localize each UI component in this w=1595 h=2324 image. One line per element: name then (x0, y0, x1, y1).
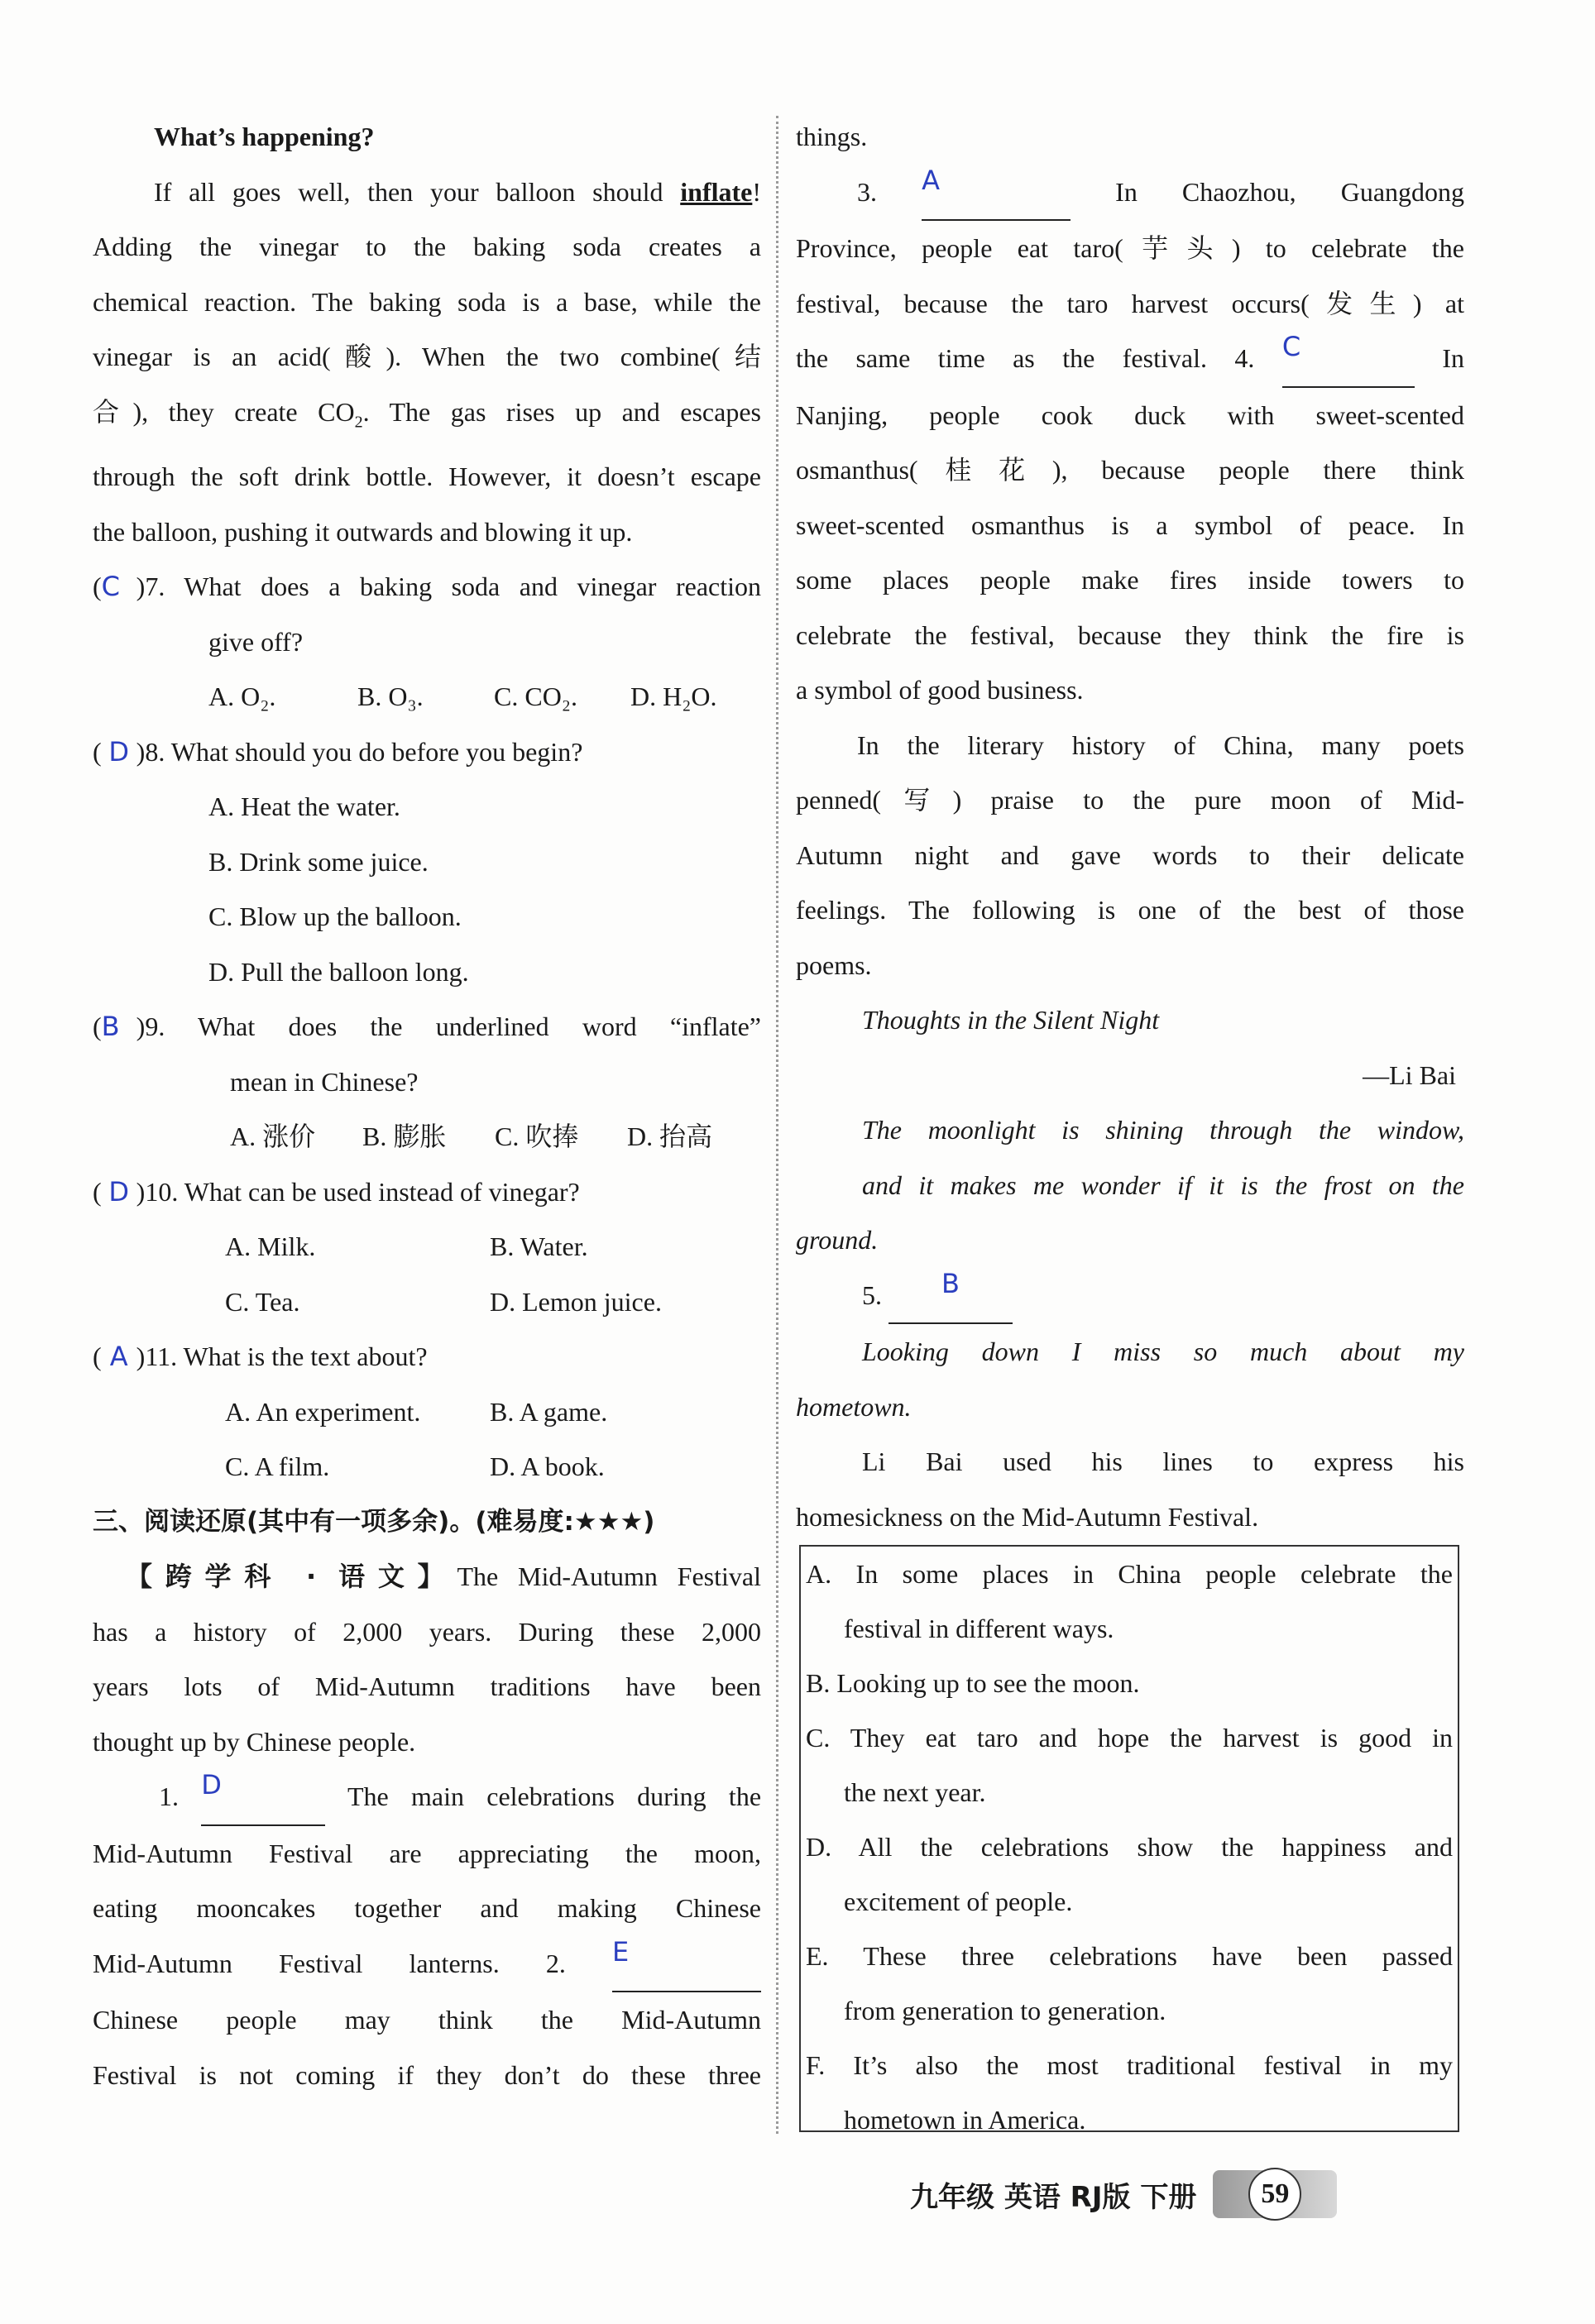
text-line: celebrate the festival, because they think the fire is (796, 619, 1464, 650)
answer-blank-1: D (201, 1769, 325, 1826)
box-option-d: D. All the celebrations show the happiness and (806, 1832, 1453, 1862)
box-option-f-cont: hometown in America. (844, 2105, 1086, 2135)
text-line: 1. D The main celebrations during the (93, 1769, 761, 1826)
text-line: homesickness on the Mid-Autumn Festival. (796, 1501, 1259, 1532)
section-heading: What’s happening? (154, 122, 375, 151)
text-line: sweet-scented osmanthus is a symbol of peace. In (796, 509, 1464, 540)
text-line: festival, because the taro harvest occurs(发生) at (796, 288, 1464, 318)
answer-blank-3: A (922, 165, 1071, 222)
book-label: 九年级 英语 RJ版 下册 (910, 2180, 1197, 2214)
text-line: poems. (796, 949, 872, 980)
poem-line: ground. (796, 1225, 879, 1255)
text-line: years lots of Mid-Autumn traditions have been (93, 1671, 761, 1702)
text-line: has a history of 2,000 years. During these 2,000 (93, 1616, 761, 1647)
page-number: 59 (1248, 2168, 1301, 2221)
text-line: osmanthus(桂花), because people there think (796, 455, 1464, 485)
text-line: some places people make fires inside towers to (796, 565, 1464, 595)
options-row: C. Tea. D. Lemon juice. (225, 1286, 662, 1317)
text-line: a symbol of good business. (796, 675, 1084, 705)
text-line: 3. A In Chaozhou, Guangdong (796, 165, 1464, 222)
text-line: vinegar is an acid(酸). When the two combine(结 (93, 342, 761, 371)
option: B. Drink some juice. (208, 846, 429, 877)
box-option-e-cont: from generation to generation. (844, 1996, 1166, 2025)
question-10: ( D )10. What can be used instead of vinegar? (93, 1164, 761, 1220)
inflate-word: inflate (680, 176, 753, 207)
options-row: A. O₂. B. O₃. C. CO₂. D. H₂O. (208, 681, 717, 712)
options-row: A. An experiment. B. A game. (225, 1396, 608, 1427)
poem-line: The moonlight is shining through the window, (862, 1115, 1464, 1145)
question-text: give off? (208, 626, 304, 657)
option: C. Blow up the balloon. (208, 901, 462, 932)
text-line: 5. B (796, 1268, 1464, 1325)
section-title: 三、阅读还原(其中有一项多余)。(难易度:★★★) (93, 1506, 655, 1537)
page-number-badge (1213, 2170, 1337, 2218)
box-option-b: B. Looking up to see the moon. (806, 1668, 1140, 1698)
box-option-e: E. These three celebrations have been passed (806, 1941, 1453, 1971)
text-line: thought up by Chinese people. (93, 1726, 416, 1757)
poem-author: —Li Bai (1363, 1059, 1456, 1090)
text-line: Province, people eat taro(芋头) to celebrate the (796, 233, 1464, 263)
text-line: Mid-Autumn Festival lanterns. 2. E (93, 1936, 761, 1993)
box-option-a: A. In some places in China people celebrate the (806, 1559, 1453, 1589)
box-option-f: F. It’s also the most traditional festival in my (806, 2050, 1453, 2080)
text-line: Chinese people may think the Mid-Autumn (93, 2005, 761, 2035)
left-column (93, 109, 761, 2102)
text-line: things. (796, 122, 868, 151)
option: D. Pull the balloon long. (208, 956, 469, 987)
box-option-c: C. They eat taro and hope the harvest is good in (806, 1723, 1453, 1753)
right-column (796, 109, 1464, 1544)
page-footer (910, 2170, 1337, 2218)
poem-line: and it makes me wonder if it is the frost on the (862, 1169, 1464, 1200)
question-9: (B )9. What does the underlined word “inflate” (93, 999, 761, 1054)
text-line: Li Bai used his lines to express his (862, 1447, 1464, 1476)
answer-mark: A (109, 1341, 128, 1373)
poem-line: Looking down I miss so much about my (862, 1337, 1464, 1366)
text-line: Festival is not coming if they don’t do these three (93, 2059, 761, 2090)
text-line: chemical reaction. The baking soda is a base, while the (93, 286, 761, 317)
answer-mark: D (108, 735, 129, 767)
text-line: Adding the vinegar to the baking soda creates a (93, 232, 761, 261)
poem-title: Thoughts in the Silent Night (862, 1005, 1160, 1035)
question-7: (C )7. What does a baking soda and vinegar reaction (93, 559, 761, 614)
answer-mark: B (101, 1011, 120, 1043)
answer-blank-2: E (612, 1936, 761, 1993)
answer-mark: D (108, 1175, 129, 1207)
column-divider (776, 116, 778, 2134)
box-option-c-cont: the next year. (844, 1777, 986, 1807)
text-line: Mid-Autumn Festival are appreciating the moon, (93, 1838, 761, 1868)
text-line: Autumn night and gave words to their delicate (796, 839, 1464, 870)
text-line: penned(写) praise to the pure moon of Mid- (796, 785, 1464, 815)
answer-mark: C (101, 571, 120, 603)
box-option-d-cont: excitement of people. (844, 1886, 1073, 1916)
options-row: C. A film. D. A book. (225, 1451, 605, 1482)
question-8: ( D )8. What should you do before you begin? (93, 724, 761, 780)
question-11: ( A )11. What is the text about? (93, 1329, 761, 1384)
text-line: In the literary history of China, many poets (857, 729, 1464, 760)
options-row: A. Milk. B. Water. (225, 1231, 588, 1262)
text-line: If all goes well, then your balloon should inflate! (154, 176, 761, 207)
text-line: 合), they create $CO_2$. The gas rises up and escapes (93, 396, 761, 431)
text-line: through the soft drink bottle. However, it doesn’t escape (93, 461, 761, 492)
poem-line: hometown. (796, 1391, 912, 1422)
answer-blank-4: C (1282, 331, 1415, 388)
text-line: 【跨学科 · 语文】The Mid-Autumn Festival (126, 1561, 761, 1593)
box-option-a-cont: festival in different ways. (844, 1614, 1114, 1643)
text-line: the same time as the festival. 4. C In (796, 331, 1464, 388)
options-row: A. 涨价 B. 膨胀 C. 吹捧 D. 抬高 (230, 1121, 713, 1152)
subject-tag: 【跨学科 · 语文】 (126, 1561, 457, 1593)
text-line: feelings. The following is one of the best of those (796, 895, 1464, 925)
text-line: Nanjing, people cook duck with sweet-scented (796, 399, 1464, 430)
option: A. Heat the water. (208, 791, 400, 822)
answer-blank-5: B (889, 1268, 1013, 1325)
text-line: the balloon, pushing it outwards and blowing it up. (93, 516, 633, 547)
question-text: mean in Chinese? (230, 1066, 419, 1097)
text-line: eating mooncakes together and making Chinese (93, 1893, 761, 1924)
options-box (799, 1545, 1459, 2135)
